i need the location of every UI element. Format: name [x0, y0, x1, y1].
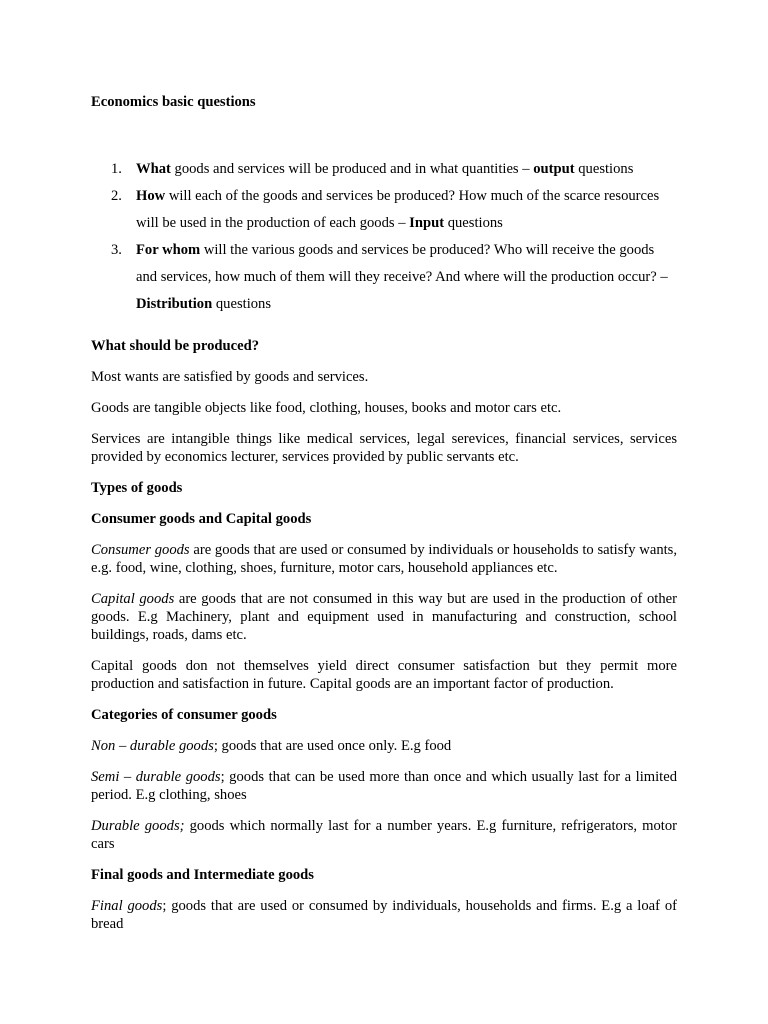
question-keyword: For whom [136, 242, 201, 258]
term: Capital goods [91, 591, 175, 607]
section-heading: Final goods and Intermediate goods [91, 867, 314, 883]
question-text: will each of the goods and services be produced? How much of the scarce resources will be used in the production of each goods – [136, 188, 660, 231]
list-item [91, 156, 677, 183]
paragraph [91, 768, 677, 804]
term: Non – durable goods [91, 738, 214, 754]
question-keyword: How [136, 188, 166, 204]
paragraph: Services are intangible things like medical services, legal serevices, financial services, services provided by economics lecturer, services provided by public servants etc. [91, 431, 677, 465]
question-keyword: What [136, 161, 171, 177]
list-item [91, 237, 677, 318]
definition: are goods that are used or consumed by individuals or households to satisfy wants, e.g. food, wine, clothing, shoes, furniture, motor cars, household appliances etc. [91, 542, 677, 576]
term: Final goods [91, 898, 163, 914]
definition: ; goods that can be used more than once and which usually last for a limited period. E.g clothing, shoes [91, 769, 677, 803]
question-type: Distribution [136, 296, 213, 312]
paragraph: Capital goods don not themselves yield direct consumer satisfaction but they permit more production and satisfaction in future. Capital goods are an important factor of production. [91, 658, 677, 692]
paragraph [91, 590, 677, 644]
paragraph [91, 897, 677, 933]
question-suffix: questions [574, 161, 634, 177]
section-heading: Types of goods [91, 480, 183, 496]
question-text: will the various goods and services be produced? Who will receive the goods and services, how much of them will they receive? And where will the production occur? – [136, 242, 668, 285]
basic-questions-list [91, 156, 677, 318]
paragraph [91, 541, 677, 577]
term: Durable goods; [91, 818, 185, 834]
question-text: goods and services will be produced and in what quantities – [170, 161, 534, 177]
list-item [91, 183, 677, 237]
definition: ; goods that are used or consumed by individuals, households and firms. E.g a loaf of bread [91, 898, 677, 932]
list-number: 3. [111, 242, 122, 258]
definition: ; goods that are used once only. E.g food [213, 738, 452, 754]
paragraph: Most wants are satisfied by goods and services. [91, 369, 369, 385]
term: Semi – durable goods [91, 769, 221, 785]
list-number: 2. [111, 188, 122, 204]
question-suffix: questions [444, 215, 503, 231]
subsection-heading: Consumer goods and Capital goods [91, 511, 312, 527]
paragraph [91, 817, 677, 853]
definition: goods which normally last for a number years. E.g furniture, refrigerators, motor cars [91, 818, 677, 852]
term: Consumer goods [91, 542, 190, 558]
list-number: 1. [111, 161, 122, 177]
question-type: output [533, 161, 575, 177]
section-heading: What should be produced? [91, 338, 260, 354]
document-body [91, 93, 677, 933]
paragraph: Goods are tangible objects like food, clothing, houses, books and motor cars etc. [91, 400, 562, 416]
definition: are goods that are not consumed in this way but are used in the production of other goods. E.g Machinery, plant and equipment used in manufacturing and construction, school buildings, roads, dams etc. [91, 591, 677, 643]
question-type: Input [409, 215, 445, 231]
section-heading: Categories of consumer goods [91, 707, 277, 723]
document-title: Economics basic questions [91, 94, 256, 110]
question-suffix: questions [212, 296, 272, 312]
paragraph [91, 737, 677, 755]
